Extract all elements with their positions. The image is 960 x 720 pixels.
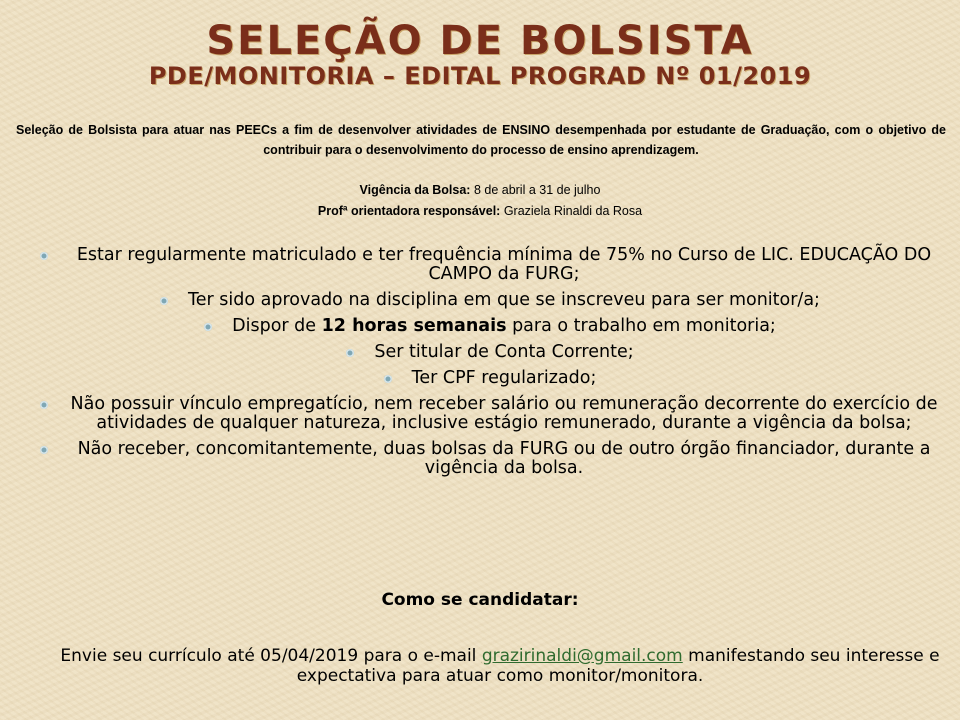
bullet-icon (40, 446, 48, 454)
advisor-line (0, 201, 960, 222)
how-to-apply-title: Como se candidatar: (381, 590, 579, 610)
apply-text-end: manifestando seu interesse e expectativa para atuar como monitor/monitora. (296, 646, 940, 686)
requirement-text: Ter sido aprovado na disciplina em que se inscreveu para ser monitor/a; (188, 290, 820, 310)
validity-value: 8 de abril a 31 de julho (470, 183, 601, 197)
advisor-value: Graziela Rinaldi da Rosa (500, 204, 643, 218)
list-item (40, 343, 940, 362)
list-item (40, 440, 940, 478)
email-link[interactable]: grazirinaldi@gmail.com (481, 646, 683, 666)
page-title: SELEÇÃO DE BOLSISTA (206, 18, 754, 64)
list-item (40, 291, 940, 310)
requirement-text (232, 317, 776, 336)
validity-line (0, 180, 960, 201)
requirement-text: Não receber, concomitantemente, duas bolsas da FURG ou de outro órgão financiador, durante a vigência da bolsa. (77, 439, 931, 478)
bullet-icon (204, 323, 212, 331)
requirement-text: Ser titular de Conta Corrente; (374, 342, 634, 362)
page-subtitle: PDE/MONITORIA – EDITAL PROGRAD Nº 01/2019 (148, 62, 812, 90)
scholarship-info (0, 180, 960, 222)
list-item (40, 369, 940, 388)
bullet-icon (346, 349, 354, 357)
bullet-icon (40, 401, 48, 409)
apply-text-start: Envie seu currículo até 05/04/2019 para o e-mail (60, 646, 482, 666)
requirement-text-start: Dispor de (232, 316, 322, 336)
intro-paragraph: Seleção de Bolsista para atuar nas PEECs a fim de desenvolver atividades de ENSINO desempenhada por estudante de Graduação, com o objetivo de contribuir para o desenvolvimento do processo de ensino aprendizagem. (16, 123, 946, 157)
requirement-text: Ter CPF regularizado; (411, 368, 597, 388)
list-item (40, 246, 940, 284)
requirement-text: Não possuir vínculo empregatício, nem receber salário ou remuneração decorrente do exercício de atividades de qualquer natureza, inclusive estágio remunerado, durante a vigência da bolsa; (70, 394, 938, 433)
requirements-list (40, 246, 940, 485)
how-to-apply-text (60, 646, 940, 686)
bullet-icon (384, 375, 392, 383)
list-item (40, 395, 940, 433)
list-item (40, 317, 940, 336)
bullet-icon (40, 252, 48, 260)
advisor-label: Profª orientadora responsável: (317, 204, 501, 218)
validity-label: Vigência da Bolsa: (359, 183, 471, 197)
bullet-icon (160, 297, 168, 305)
requirement-text: Estar regularmente matriculado e ter frequência mínima de 75% no Curso de LIC. EDUCAÇÃO DO CAMPO da FURG; (76, 245, 932, 284)
requirement-hours: 12 horas semanais (321, 316, 507, 336)
requirement-text-end: para o trabalho em monitoria; (506, 316, 776, 336)
